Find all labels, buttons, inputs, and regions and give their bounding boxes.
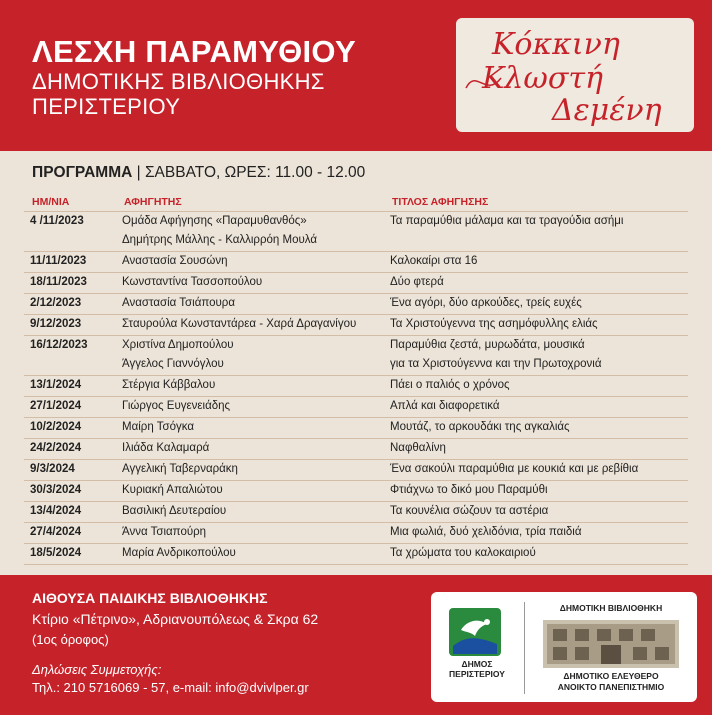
row-title: Τα παραμύθια μάλαμα και τα τραγούδια ασήμι bbox=[390, 215, 624, 227]
contact-info: Τηλ.: 210 5716069 - 57, e-mail: info@dvivlper.gr bbox=[32, 680, 309, 695]
row-narrator: Μαίρη Τσόγκα bbox=[122, 421, 194, 433]
table-row bbox=[24, 335, 688, 375]
row-title: Τα κουνέλια σώζουν τα αστέρια bbox=[390, 505, 549, 517]
row-title: Ένα σακούλι παραμύθια με κουκιά και με ρεβίθια bbox=[390, 463, 639, 475]
logo-text-line1: Κόκκινη bbox=[492, 27, 620, 62]
row-date: 30/3/2024 bbox=[30, 484, 82, 496]
logo-text-line2: Κλωστή bbox=[482, 61, 603, 96]
program-separator: | bbox=[136, 164, 141, 181]
row-narrator: Σταυρούλα Κωνσταντάρεα - Χαρά Δραγανίγου bbox=[122, 318, 357, 330]
library-building-icon bbox=[543, 620, 679, 668]
row-title: Τα χρώματα του καλοκαιριού bbox=[390, 547, 536, 559]
row-narrator: Άννα Τσιαπούρη bbox=[122, 526, 207, 538]
venue-address: Κτίριο «Πέτρινο», Αδριανουπόλεως & Σκρα 62 bbox=[32, 611, 319, 627]
row-narrator: Χριστίνα Δημοπούλου bbox=[122, 339, 234, 351]
page-title: ΛΕΣΧΗ ΠΑΡΑΜΥΘΙΟΥ bbox=[32, 34, 356, 69]
table-row bbox=[24, 396, 688, 417]
library-subtitle-line1: ΔΗΜΟΤΙΚΟ ΕΛΕΥΘΕΡΟ bbox=[563, 671, 659, 681]
table-row bbox=[24, 211, 688, 251]
row-narrator: Κυριακή Απαλιώτου bbox=[122, 484, 223, 496]
table-row bbox=[24, 543, 688, 564]
venue-floor: (1ος όροφος) bbox=[32, 632, 109, 647]
row-date: 9/12/2023 bbox=[30, 318, 82, 330]
row-narrator: Μαρία Ανδρικοπούλου bbox=[122, 547, 236, 559]
table-row bbox=[24, 480, 688, 501]
table-row bbox=[24, 459, 688, 480]
table-row bbox=[24, 417, 688, 438]
program-table bbox=[24, 211, 688, 565]
table-row bbox=[24, 438, 688, 459]
row-date: 27/4/2024 bbox=[30, 526, 82, 538]
row-narrator: Γιώργος Ευγενειάδης bbox=[122, 400, 231, 412]
table-row bbox=[24, 375, 688, 396]
row-date: 2/12/2023 bbox=[30, 297, 82, 309]
row-date: 18/11/2023 bbox=[30, 276, 87, 288]
row-title: Ένα αγόρι, δύο αρκούδες, τρείς ευχές bbox=[390, 297, 582, 309]
row-date: 4 /11/2023 bbox=[30, 215, 84, 227]
row-narrator-line2: Άγγελος Γιαννόγλου bbox=[122, 358, 224, 370]
row-title: Μια φωλιά, δυό χελιδόνια, τρία παιδιά bbox=[390, 526, 582, 538]
page-subtitle-line2: ΠΕΡΙΣΤΕΡΙΟΥ bbox=[32, 94, 181, 119]
program-schedule: ΣΑΒΒΑΤΟ, ΩΡΕΣ: 11.00 - 12.00 bbox=[144, 164, 366, 181]
program-heading bbox=[32, 164, 365, 182]
row-date: 18/5/2024 bbox=[30, 547, 82, 559]
row-narrator: Αναστασία Τσιάπουρα bbox=[122, 297, 235, 309]
row-date: 9/3/2024 bbox=[30, 463, 75, 475]
table-row bbox=[24, 293, 688, 314]
dimos-label bbox=[437, 659, 517, 679]
logo-text-line3: Δεμένη bbox=[552, 93, 662, 128]
kokkini-klosti-logo bbox=[456, 18, 694, 132]
table-row bbox=[24, 501, 688, 522]
row-date: 13/1/2024 bbox=[30, 379, 82, 391]
sponsor-logos bbox=[431, 592, 697, 702]
col-header-date: ΗΜ/ΝΙΑ bbox=[32, 196, 70, 208]
row-date: 13/4/2024 bbox=[30, 505, 82, 517]
declarations-label: Δηλώσεις Συμμετοχής: bbox=[32, 662, 162, 677]
dimos-label-line2: ΠΕΡΙΣΤΕΡΙΟΥ bbox=[449, 669, 505, 679]
row-narrator: Στέργια Κάββαλου bbox=[122, 379, 216, 391]
footer-banner bbox=[0, 575, 712, 715]
row-title: Τα Χριστούγεννα της ασημόφυλλης ελιάς bbox=[390, 318, 598, 330]
table-row bbox=[24, 272, 688, 293]
row-date: 10/2/2024 bbox=[30, 421, 82, 433]
library-title: ΔΗΜΟΤΙΚΗ ΒΙΒΛΙΟΘΗΚΗ bbox=[559, 603, 663, 613]
row-title: Φτιάχνω το δικό μου Παραμύθι bbox=[390, 484, 548, 496]
dimos-label-line1: ΔΗΜΟΣ bbox=[461, 659, 493, 669]
logo-divider bbox=[524, 602, 525, 694]
row-date: 11/11/2023 bbox=[30, 255, 87, 267]
row-title: Παραμύθια ζεστά, μυρωδάτα, μουσικά bbox=[390, 339, 585, 351]
row-narrator: Ιλιάδα Καλαμαρά bbox=[122, 442, 210, 454]
row-date: 16/12/2023 bbox=[30, 339, 88, 351]
page-subtitle-line1: ΔΗΜΟΤΙΚΗΣ ΒΙΒΛΙΟΘΗΚΗΣ bbox=[32, 69, 325, 94]
row-title: Δύο φτερά bbox=[390, 276, 444, 288]
venue-title: ΑΙΘΟΥΣΑ ΠΑΙΔΙΚΗΣ ΒΙΒΛΙΟΘΗΚΗΣ bbox=[32, 590, 268, 606]
row-title: Ναφθαλίνη bbox=[390, 442, 446, 454]
row-narrator: Αγγελική Ταβερναράκη bbox=[122, 463, 238, 475]
row-date: 24/2/2024 bbox=[30, 442, 82, 454]
row-narrator: Ομάδα Αφήγησης «Παραμυθανθός» bbox=[122, 215, 307, 227]
kokkini-klosti-logo-art bbox=[456, 18, 694, 132]
row-title: Μουτάζ, το αρκουδάκι της αγκαλιάς bbox=[390, 421, 570, 433]
row-title: Καλοκαίρι στα 16 bbox=[390, 255, 478, 267]
dove-emblem-icon bbox=[447, 606, 503, 658]
col-header-narrator: ΑΦΗΓΗΤΗΣ bbox=[124, 196, 182, 208]
table-bottom-rule bbox=[24, 564, 688, 565]
table-row bbox=[24, 314, 688, 335]
row-narrator: Αναστασία Σουσώνη bbox=[122, 255, 228, 267]
table-row bbox=[24, 251, 688, 272]
row-narrator-line2: Δημήτρης Μάλλης - Καλλιρρόη Μουλά bbox=[122, 234, 317, 246]
row-title: Πάει ο παλιός ο χρόνος bbox=[390, 379, 510, 391]
row-date: 27/1/2024 bbox=[30, 400, 82, 412]
program-label: ΠΡΟΓΡΑΜΜΑ bbox=[32, 164, 133, 181]
library-subtitle-line2: ΑΝΟΙΚΤΟ ΠΑΝΕΠΙΣΤΗΜΙΟ bbox=[557, 682, 665, 692]
row-title-line2: για τα Χριστούγεννα και την Πρωτοχρονιά bbox=[390, 358, 602, 370]
row-narrator: Κωνσταντίνα Τασσοπούλου bbox=[122, 276, 263, 288]
row-narrator: Βασιλική Δευτεραίου bbox=[122, 505, 227, 517]
library-subtitle bbox=[531, 671, 691, 693]
col-header-title: ΤΙΤΛΟΣ ΑΦΗΓΗΣΗΣ bbox=[392, 196, 489, 208]
row-title: Απλά και διαφορετικά bbox=[390, 400, 500, 412]
table-row bbox=[24, 522, 688, 543]
header-banner bbox=[0, 0, 712, 151]
